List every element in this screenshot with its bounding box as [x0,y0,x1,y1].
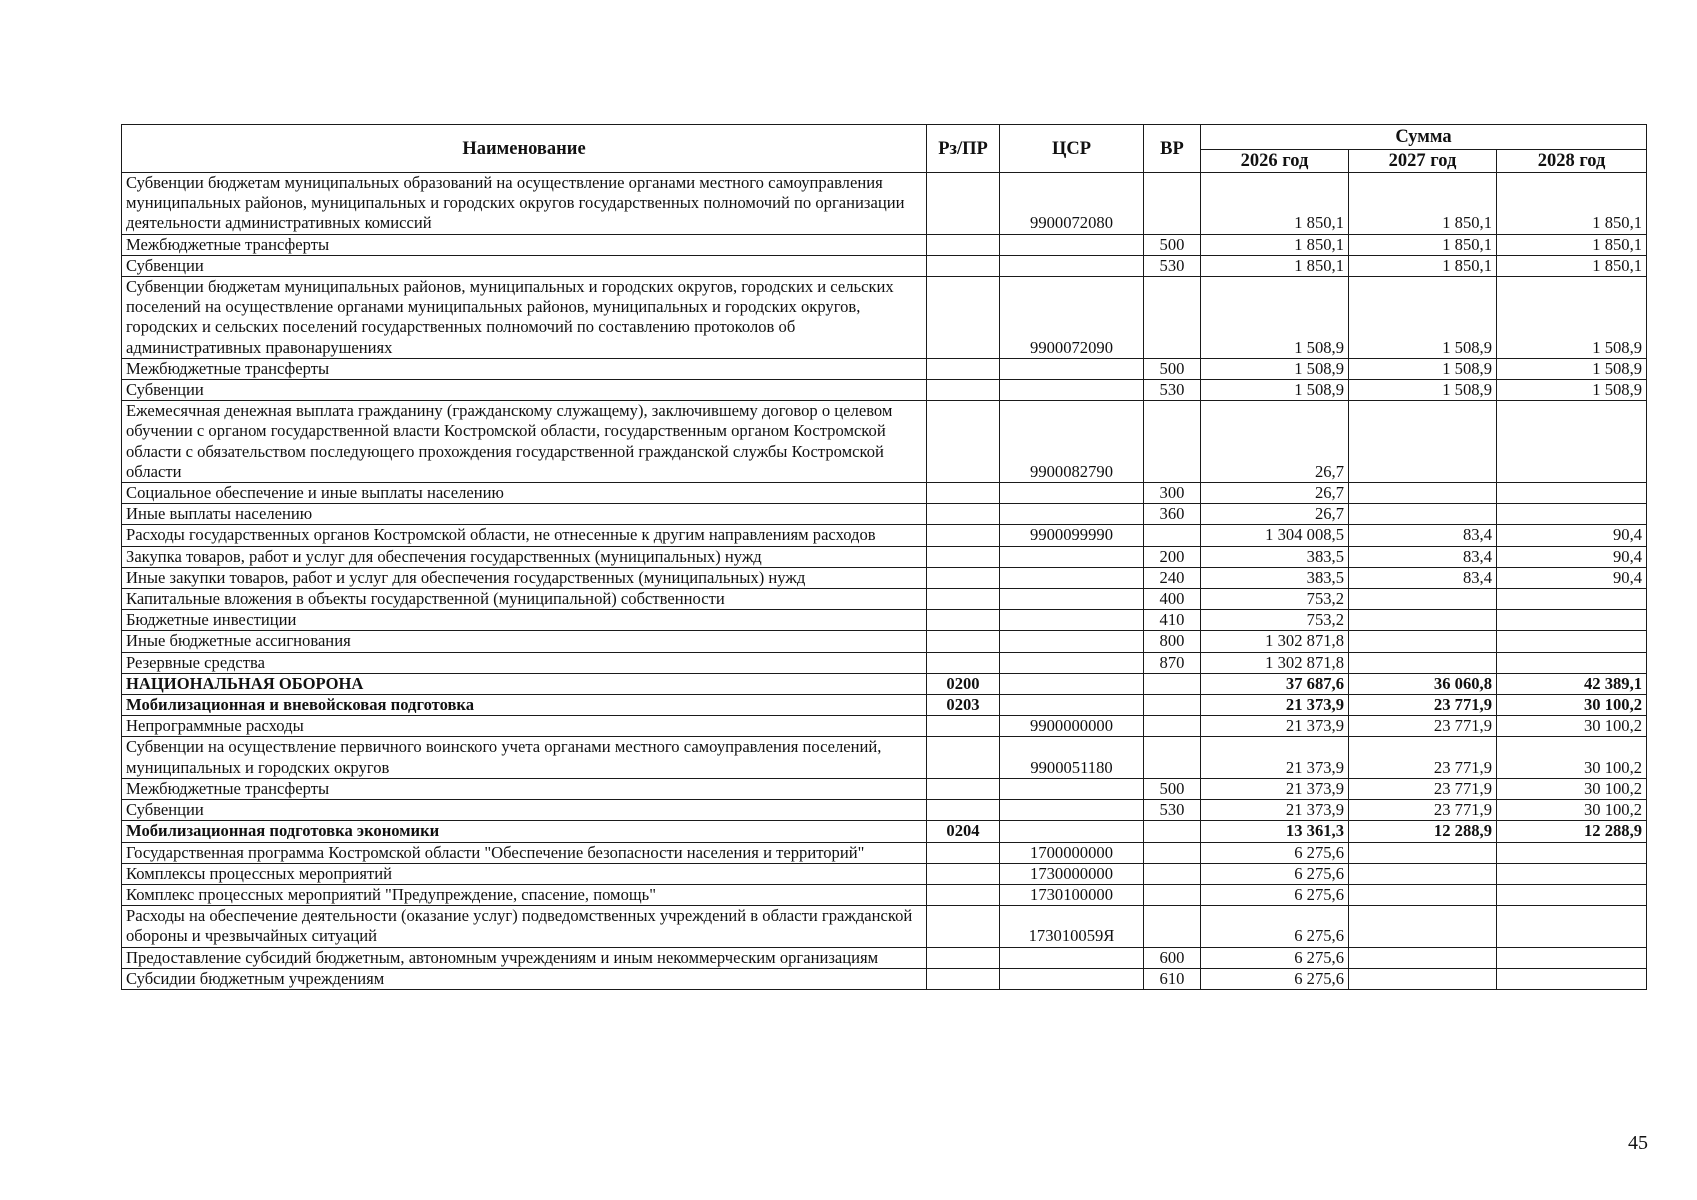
row-amount-2027-cell [1349,631,1497,652]
row-amount-2026-cell: 753,2 [1201,589,1349,610]
row-amount-2026-cell: 383,5 [1201,567,1349,588]
table-row [122,968,1647,989]
row-csr-cell: 1700000000 [1000,842,1144,863]
row-csr-cell: 9900082790 [1000,401,1144,483]
row-amount-2027-cell [1349,483,1497,504]
row-amount-2026-cell: 6 275,6 [1201,906,1349,947]
row-amount-2026-cell: 753,2 [1201,610,1349,631]
row-rzpr-cell [927,567,1000,588]
row-csr-cell: 9900099990 [1000,525,1144,546]
row-amount-2026-cell: 26,7 [1201,483,1349,504]
row-rzpr-cell [927,546,1000,567]
row-amount-2027-cell: 1 850,1 [1349,173,1497,235]
row-amount-2028-cell [1497,401,1647,483]
table-row [122,906,1647,947]
row-amount-2027-cell: 12 288,9 [1349,821,1497,842]
row-csr-cell [1000,673,1144,694]
row-rzpr-cell [927,525,1000,546]
row-vr-cell: 300 [1144,483,1201,504]
table-row [122,380,1647,401]
row-amount-2028-cell [1497,483,1647,504]
table-row [122,631,1647,652]
table-row [122,277,1647,359]
row-name-cell: Субсидии бюджетным учреждениям [122,968,927,989]
row-csr-cell [1000,610,1144,631]
row-amount-2028-cell: 30 100,2 [1497,737,1647,778]
row-rzpr-cell [927,173,1000,235]
row-name-cell: Комплексы процессных мероприятий [122,863,927,884]
row-amount-2027-cell: 1 508,9 [1349,380,1497,401]
row-csr-cell [1000,631,1144,652]
table-row [122,173,1647,235]
row-rzpr-cell [927,401,1000,483]
row-vr-cell [1144,863,1201,884]
row-amount-2026-cell: 1 302 871,8 [1201,631,1349,652]
row-amount-2027-cell: 23 771,9 [1349,800,1497,821]
row-rzpr-cell [927,380,1000,401]
row-name-cell: Межбюджетные трансферты [122,778,927,799]
row-vr-cell: 360 [1144,504,1201,525]
row-name-cell: Субвенции [122,380,927,401]
row-amount-2028-cell: 30 100,2 [1497,800,1647,821]
row-amount-2028-cell: 1 508,9 [1497,277,1647,359]
row-csr-cell [1000,255,1144,276]
table-row [122,567,1647,588]
table-row [122,947,1647,968]
row-amount-2026-cell: 21 373,9 [1201,800,1349,821]
row-amount-2026-cell: 6 275,6 [1201,968,1349,989]
row-amount-2028-cell [1497,652,1647,673]
table-body [122,173,1647,990]
row-amount-2028-cell [1497,884,1647,905]
header-year-2027: 2027 год [1349,150,1497,173]
table-row [122,695,1647,716]
row-csr-cell: 9900000000 [1000,716,1144,737]
row-amount-2028-cell: 90,4 [1497,546,1647,567]
row-vr-cell [1144,695,1201,716]
row-amount-2028-cell: 42 389,1 [1497,673,1647,694]
row-csr-cell: 1730100000 [1000,884,1144,905]
row-csr-cell [1000,546,1144,567]
row-amount-2028-cell: 12 288,9 [1497,821,1647,842]
row-amount-2027-cell: 83,4 [1349,525,1497,546]
row-amount-2026-cell: 1 304 008,5 [1201,525,1349,546]
row-amount-2028-cell [1497,610,1647,631]
row-amount-2027-cell: 23 771,9 [1349,716,1497,737]
row-vr-cell: 610 [1144,968,1201,989]
row-amount-2026-cell: 26,7 [1201,401,1349,483]
row-amount-2028-cell: 1 508,9 [1497,358,1647,379]
table-row [122,546,1647,567]
row-amount-2026-cell: 21 373,9 [1201,737,1349,778]
row-csr-cell [1000,234,1144,255]
row-csr-cell [1000,800,1144,821]
row-csr-cell [1000,483,1144,504]
row-vr-cell [1144,277,1201,359]
row-amount-2027-cell [1349,504,1497,525]
row-name-cell: Закупка товаров, работ и услуг для обеспечения государственных (муниципальных) нужд [122,546,927,567]
row-csr-cell [1000,968,1144,989]
row-rzpr-cell [927,863,1000,884]
row-csr-cell [1000,504,1144,525]
row-rzpr-cell [927,589,1000,610]
row-name-cell: Бюджетные инвестиции [122,610,927,631]
row-amount-2027-cell: 23 771,9 [1349,778,1497,799]
table-row [122,401,1647,483]
row-vr-cell [1144,173,1201,235]
row-amount-2028-cell [1497,504,1647,525]
table-row [122,234,1647,255]
row-amount-2026-cell: 1 508,9 [1201,277,1349,359]
row-amount-2027-cell: 23 771,9 [1349,737,1497,778]
row-amount-2028-cell [1497,631,1647,652]
row-amount-2027-cell [1349,906,1497,947]
row-amount-2026-cell: 1 850,1 [1201,234,1349,255]
row-csr-cell [1000,652,1144,673]
row-csr-cell [1000,589,1144,610]
row-amount-2026-cell: 1 508,9 [1201,380,1349,401]
row-rzpr-cell [927,255,1000,276]
table-row [122,778,1647,799]
row-csr-cell: 9900051180 [1000,737,1144,778]
row-csr-cell [1000,821,1144,842]
row-rzpr-cell [927,631,1000,652]
row-rzpr-cell [927,800,1000,821]
row-vr-cell: 410 [1144,610,1201,631]
row-amount-2027-cell [1349,968,1497,989]
row-vr-cell: 200 [1144,546,1201,567]
row-name-cell: Межбюджетные трансферты [122,358,927,379]
row-vr-cell: 240 [1144,567,1201,588]
row-name-cell: Комплекс процессных мероприятий "Предупреждение, спасение, помощь" [122,884,927,905]
row-amount-2026-cell: 6 275,6 [1201,884,1349,905]
header-year-2026: 2026 год [1201,150,1349,173]
row-amount-2028-cell [1497,968,1647,989]
row-name-cell: Иные выплаты населению [122,504,927,525]
row-vr-cell: 500 [1144,234,1201,255]
header-summa: Сумма [1201,125,1647,150]
row-vr-cell: 800 [1144,631,1201,652]
row-name-cell: Ежемесячная денежная выплата гражданину (гражданскому служащему), заключившему договор о целевом обучении с органом государственной власти Костромской области, государственным органом Костромской области с обязательством последующего прохождения государственной гражданской службы Костромской области [122,401,927,483]
table-row [122,716,1647,737]
row-csr-cell: 1730000000 [1000,863,1144,884]
row-amount-2028-cell [1497,863,1647,884]
row-amount-2026-cell: 26,7 [1201,504,1349,525]
table-row [122,842,1647,863]
row-amount-2026-cell: 1 850,1 [1201,255,1349,276]
header-vr: ВР [1144,125,1201,173]
row-rzpr-cell: 0200 [927,673,1000,694]
row-amount-2026-cell: 21 373,9 [1201,716,1349,737]
row-amount-2027-cell [1349,842,1497,863]
row-amount-2026-cell: 383,5 [1201,546,1349,567]
row-rzpr-cell: 0203 [927,695,1000,716]
row-rzpr-cell [927,968,1000,989]
row-name-cell: Расходы государственных органов Костромской области, не отнесенные к другим направлениям расходов [122,525,927,546]
row-csr-cell: 9900072090 [1000,277,1144,359]
table-row [122,504,1647,525]
row-amount-2028-cell: 1 850,1 [1497,234,1647,255]
table-row [122,358,1647,379]
row-amount-2028-cell: 30 100,2 [1497,778,1647,799]
row-vr-cell: 530 [1144,255,1201,276]
row-rzpr-cell [927,716,1000,737]
row-rzpr-cell [927,234,1000,255]
table-row [122,821,1647,842]
row-amount-2026-cell: 37 687,6 [1201,673,1349,694]
row-rzpr-cell [927,483,1000,504]
row-amount-2027-cell: 1 850,1 [1349,234,1497,255]
table-row [122,737,1647,778]
row-amount-2027-cell [1349,863,1497,884]
row-amount-2028-cell: 90,4 [1497,525,1647,546]
row-amount-2027-cell [1349,947,1497,968]
row-amount-2028-cell: 1 508,9 [1497,380,1647,401]
row-amount-2026-cell: 13 361,3 [1201,821,1349,842]
row-amount-2028-cell: 90,4 [1497,567,1647,588]
row-name-cell: Субвенции [122,800,927,821]
row-name-cell: Иные бюджетные ассигнования [122,631,927,652]
row-name-cell: Предоставление субсидий бюджетным, автономным учреждениям и иным некоммерческим организациям [122,947,927,968]
row-amount-2028-cell [1497,589,1647,610]
row-rzpr-cell: 0204 [927,821,1000,842]
row-amount-2026-cell: 6 275,6 [1201,863,1349,884]
row-vr-cell [1144,737,1201,778]
table-row [122,673,1647,694]
row-csr-cell [1000,380,1144,401]
row-name-cell: Межбюджетные трансферты [122,234,927,255]
row-vr-cell [1144,401,1201,483]
row-amount-2027-cell [1349,884,1497,905]
row-rzpr-cell [927,610,1000,631]
row-csr-cell: 9900072080 [1000,173,1144,235]
row-amount-2027-cell: 1 508,9 [1349,358,1497,379]
row-rzpr-cell [927,358,1000,379]
row-amount-2027-cell: 36 060,8 [1349,673,1497,694]
table-row [122,589,1647,610]
row-csr-cell [1000,567,1144,588]
row-name-cell: Субвенции бюджетам муниципальных образований на осуществление органами местного самоуправления муниципальных районов, муниципальных и городских округов государственных полномочий по организации деятельности административных комиссий [122,173,927,235]
row-name-cell: НАЦИОНАЛЬНАЯ ОБОРОНА [122,673,927,694]
row-vr-cell: 500 [1144,778,1201,799]
header-rzpr: Рз/ПР [927,125,1000,173]
row-amount-2026-cell: 1 302 871,8 [1201,652,1349,673]
row-amount-2028-cell [1497,842,1647,863]
table-row [122,610,1647,631]
row-name-cell: Резервные средства [122,652,927,673]
row-vr-cell: 500 [1144,358,1201,379]
row-amount-2027-cell: 23 771,9 [1349,695,1497,716]
table-row [122,863,1647,884]
row-name-cell: Мобилизационная подготовка экономики [122,821,927,842]
table-row [122,800,1647,821]
row-vr-cell: 530 [1144,380,1201,401]
row-rzpr-cell [927,906,1000,947]
row-rzpr-cell [927,277,1000,359]
row-rzpr-cell [927,947,1000,968]
row-name-cell: Субвенции [122,255,927,276]
row-amount-2027-cell: 83,4 [1349,567,1497,588]
row-name-cell: Непрограммные расходы [122,716,927,737]
row-vr-cell [1144,842,1201,863]
row-name-cell: Субвенции бюджетам муниципальных районов, муниципальных и городских округов, городских и сельских поселений на осуществление органами муниципальных районов, муниципальных и городских округов, городских и сельских поселений государственных полномочий по составлению протоколов об административных правонарушениях [122,277,927,359]
row-vr-cell [1144,716,1201,737]
row-amount-2027-cell: 1 850,1 [1349,255,1497,276]
row-csr-cell [1000,695,1144,716]
row-rzpr-cell [927,737,1000,778]
row-amount-2026-cell: 1 508,9 [1201,358,1349,379]
row-amount-2027-cell [1349,401,1497,483]
row-csr-cell: 173010059Я [1000,906,1144,947]
row-vr-cell [1144,884,1201,905]
row-amount-2026-cell: 6 275,6 [1201,947,1349,968]
table-row [122,483,1647,504]
row-vr-cell [1144,525,1201,546]
row-vr-cell: 870 [1144,652,1201,673]
row-vr-cell [1144,821,1201,842]
row-amount-2028-cell [1497,906,1647,947]
row-vr-cell: 400 [1144,589,1201,610]
row-amount-2028-cell: 1 850,1 [1497,173,1647,235]
row-rzpr-cell [927,652,1000,673]
header-name: Наименование [122,125,927,173]
header-csr: ЦСР [1000,125,1144,173]
row-csr-cell [1000,947,1144,968]
table-row [122,884,1647,905]
row-name-cell: Субвенции на осуществление первичного воинского учета органами местного самоуправления поселений, муниципальных и городских округов [122,737,927,778]
row-amount-2027-cell [1349,652,1497,673]
row-amount-2027-cell: 1 508,9 [1349,277,1497,359]
row-amount-2026-cell: 21 373,9 [1201,778,1349,799]
row-name-cell: Расходы на обеспечение деятельности (оказание услуг) подведомственных учреждений в области гражданской обороны и чрезвычайных ситуаций [122,906,927,947]
row-amount-2026-cell: 21 373,9 [1201,695,1349,716]
budget-table [121,124,1647,990]
page-number: 45 [1628,1132,1648,1154]
row-rzpr-cell [927,884,1000,905]
row-vr-cell: 530 [1144,800,1201,821]
row-name-cell: Иные закупки товаров, работ и услуг для обеспечения государственных (муниципальных) нужд [122,567,927,588]
row-name-cell: Мобилизационная и вневойсковая подготовка [122,695,927,716]
table-row [122,652,1647,673]
row-amount-2026-cell: 1 850,1 [1201,173,1349,235]
table-row [122,255,1647,276]
row-amount-2028-cell: 30 100,2 [1497,716,1647,737]
row-csr-cell [1000,778,1144,799]
row-vr-cell: 600 [1144,947,1201,968]
row-amount-2027-cell: 83,4 [1349,546,1497,567]
row-amount-2027-cell [1349,610,1497,631]
row-rzpr-cell [927,778,1000,799]
row-amount-2027-cell [1349,589,1497,610]
row-rzpr-cell [927,842,1000,863]
row-name-cell: Социальное обеспечение и иные выплаты населению [122,483,927,504]
row-name-cell: Капитальные вложения в объекты государственной (муниципальной) собственности [122,589,927,610]
row-amount-2028-cell: 30 100,2 [1497,695,1647,716]
header-year-2028: 2028 год [1497,150,1647,173]
row-rzpr-cell [927,504,1000,525]
row-name-cell: Государственная программа Костромской области "Обеспечение безопасности населения и территорий" [122,842,927,863]
row-amount-2028-cell: 1 850,1 [1497,255,1647,276]
row-vr-cell [1144,906,1201,947]
row-amount-2026-cell: 6 275,6 [1201,842,1349,863]
row-csr-cell [1000,358,1144,379]
table-row [122,525,1647,546]
row-vr-cell [1144,673,1201,694]
row-amount-2028-cell [1497,947,1647,968]
